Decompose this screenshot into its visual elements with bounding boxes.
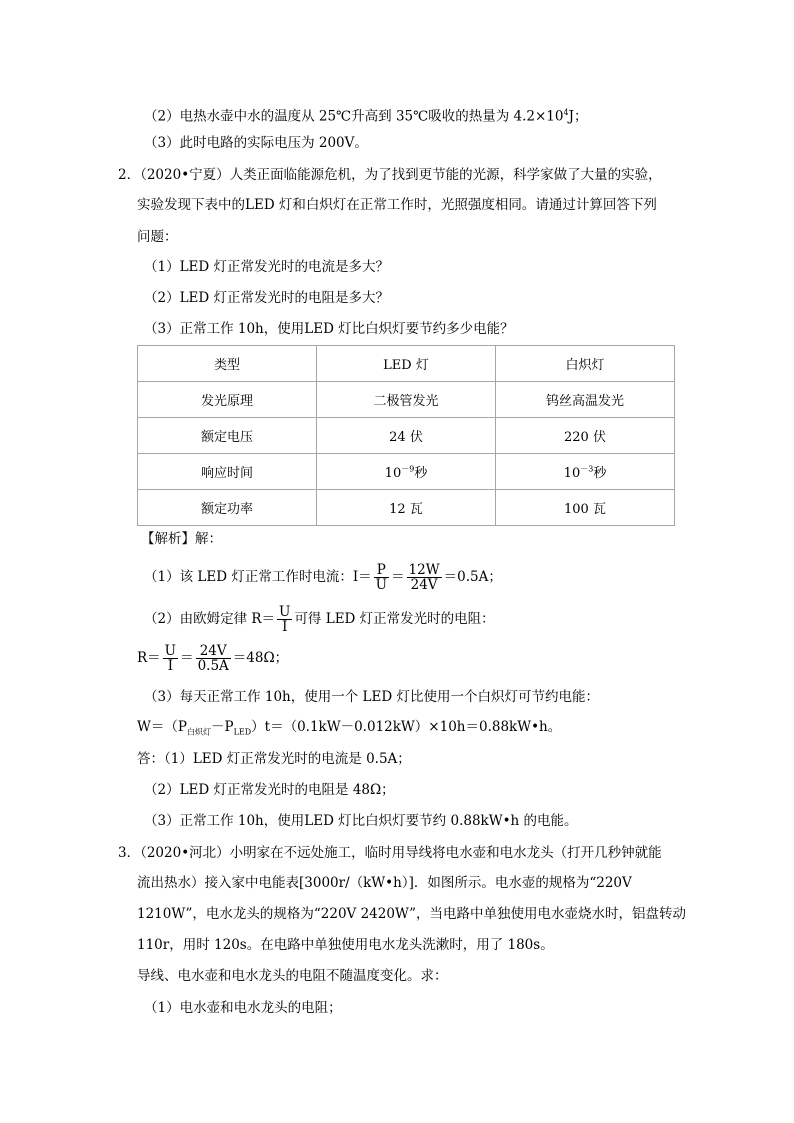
q3-intro-line4: 110r，用时 120s。在电路中单独使用电水龙头洗漱时，用了 180s。 [137, 937, 554, 953]
q3-intro-line2: 流出热水）接入家中电能表[3000r/（kW•h）]．如图所示。电水壶的规格为“220V [137, 875, 632, 891]
fraction: $\frac{U}{I}$ [164, 643, 177, 674]
table-cell: 钨丝高温发光 [496, 382, 675, 418]
table-cell: 白炽灯 [496, 346, 675, 382]
table-cell: 220 伏 [496, 418, 675, 454]
analysis-label: 【解析】解： [141, 531, 222, 547]
table-cell: $10^{-3}$秒 [496, 454, 675, 490]
answer-line-2: （2）LED 灯正常发光时的电阻是 48Ω； [144, 782, 395, 798]
q2-sub-question-3: （3）正常工作 10h，使用LED 灯比白炽灯要节约多少电能？ [144, 321, 514, 337]
fraction: $\frac{U}{I}$ [279, 604, 291, 635]
table-cell: 24 伏 [317, 418, 496, 454]
table-row [138, 382, 675, 418]
table-cell: 100 瓦 [496, 490, 675, 526]
answer-line-3: （3）正常工作 10h，使用LED 灯比白炽灯要节约 0.88kW•h 的电能。 [144, 813, 578, 829]
table-cell: $10^{-9}$秒 [317, 454, 496, 490]
table-cell: 额定功率 [138, 490, 317, 526]
solution-line-3b: $W=(P_{白炽灯}-P_{LED})t=(0.1kW-0.012kW)\times 10h=0.88kW•h$。 [137, 719, 562, 737]
q1-line2: （2）电热水壶中水的温度从 25℃升高到 35℃吸收的热量为 $4.2\times 10^4J$； [144, 108, 588, 125]
table-cell: 12 瓦 [317, 490, 496, 526]
q2-sub-question-2: （2）LED 灯正常发光时的电阻是多大？ [144, 290, 390, 306]
table-cell: LED 灯 [317, 346, 496, 382]
q1-line3: （3）此时电路的实际电压为 200V。 [144, 135, 368, 151]
table-cell: 二极管发光 [317, 382, 496, 418]
solution-line-2: （2）由欧姆定律 R＝ $\frac{U}{I}$ 可得 LED 灯正常发光时的电阻： [144, 604, 495, 635]
table-cell: 发光原理 [138, 382, 317, 418]
table-header-row [138, 346, 675, 382]
q2-sub-question-1: （1）LED 灯正常发光时的电流是多大？ [144, 259, 390, 275]
table-cell: 响应时间 [138, 454, 317, 490]
q2-intro-line2: 实验发现下表中的LED 灯和白炽灯在正常工作时，光照强度相同。请通过计算回答下列 [137, 197, 657, 213]
table-row [138, 418, 675, 454]
table-cell: 额定电压 [138, 418, 317, 454]
answer-line-1: 答：（1）LED 灯正常发光时的电流是 0.5A； [137, 751, 411, 767]
table-cell: 类型 [138, 346, 317, 382]
solution-line-1: （1）该 LED 灯正常工作时电流：I＝ $\frac{P}{U}$ ＝ $\frac{12W}{24V}$ ＝0.5A； [144, 562, 502, 593]
q2-intro-line3: 问题： [137, 229, 178, 245]
fraction: $\frac{P}{U}$ [375, 562, 388, 593]
q3-sub-question-1: （1）电水壶和电水龙头的电阻； [144, 1000, 342, 1016]
fraction: $\frac{12W}{24V}$ [408, 562, 440, 593]
fraction: $\frac{24V}{0.5A}$ [197, 643, 229, 674]
q3-intro-line3: 1210W”，电水龙头的规格为“220V 2420W”，当电路中单独使用电水壶烧水时，铝盘转动 [137, 906, 686, 922]
table-row [138, 454, 675, 490]
table-row [138, 490, 675, 526]
q2-intro-line1: 2．（2020•宁夏）人类正面临能源危机，为了找到更节能的光源，科学家做了大量的实验， [118, 167, 662, 183]
q3-intro-line5: 导线、电水壶和电水龙头的电阻不随温度变化。求： [137, 968, 448, 984]
solution-line-3: （3）每天正常工作 10h，使用一个 LED 灯比使用一个白炽灯可节约电能： [144, 689, 599, 705]
solution-line-2b: R＝ $\frac{U}{I}$ ＝ $\frac{24V}{0.5A}$ ＝48Ω； [137, 643, 289, 674]
q3-intro-line1: 3．（2020•河北）小明家在不远处施工，临时用导线将电水壶和电水龙头（打开几秒钟就能 [118, 845, 662, 861]
lamp-comparison-table [137, 345, 675, 526]
